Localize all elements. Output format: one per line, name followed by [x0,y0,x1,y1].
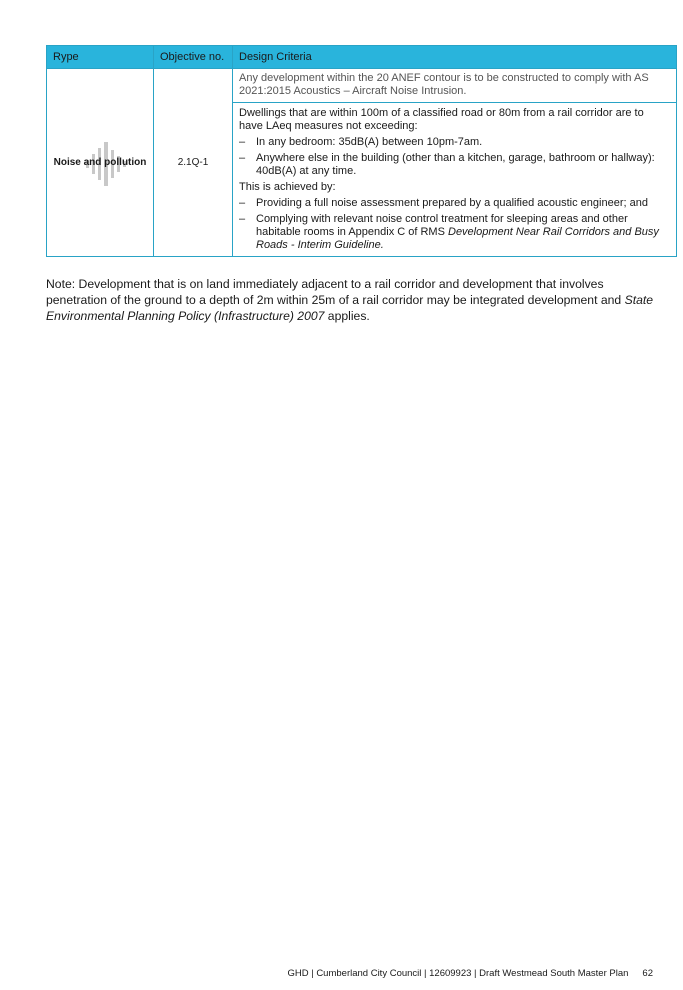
policy-title: State Environmental Planning Policy (Infrastructure) 2007 [46,293,654,323]
achieved-by-list [239,197,670,252]
objective-no-cell: 2.1Q-1 [154,69,233,257]
criteria-intro: Dwellings that are within 100m of a classified road or 80m from a rail corridor are to have LAeq measures not exceeding: [239,107,644,132]
list-item: – Anywhere else in the building (other than a kitchen, garage, bathroom or hallway): 40dB(A) at any time. [239,152,655,177]
design-criteria-table [46,45,677,257]
type-wrap [54,156,147,169]
noise-limits-list [239,136,670,178]
list-item: – In any bedroom: 35dB(A) between 10pm-7am. [239,136,483,148]
header-type: Rype [47,46,154,69]
type-cell [47,69,154,257]
guideline-title: Development Near Rail Corridors and Busy Roads - Interim Guideline. [256,226,659,251]
criteria-aircraft-noise: Any development within the 20 ANEF contour is to be constructed to comply with AS 2021:2015 Acoustics – Aircraft Noise Intrusion. [233,69,677,103]
table-header-row [47,46,677,69]
list-item: – Complying with relevant noise control treatment for sleeping areas and other habitable rooms in Appendix C of RMS Development Near Rail Corridors and Busy Roads - Interim Guideline. [239,213,659,251]
achieved-by-text: This is achieved by: [239,181,336,193]
list-item: – Providing a full noise assessment prepared by a qualified acoustic engineer; and [239,197,648,209]
footer-text: GHD | Cumberland City Council | 12609923 | Draft Westmead South Master Plan [287,968,629,979]
note-paragraph: Note: Development that is on land immediately adjacent to a rail corridor and development that involves penetration of the ground to a depth of 2m within 25m of a rail corridor may be integrated development and State Environmental Planning Policy (Infrastructure) 2007 applies. [46,277,654,323]
criteria-road-rail-noise [233,103,677,257]
header-design-criteria: Design Criteria [233,46,677,69]
type-label: Noise and pollution [53,157,147,168]
page-number: 62 [642,968,653,979]
table-row [47,69,677,103]
page-footer [287,968,653,979]
header-objective-no: Objective no. [154,46,233,69]
